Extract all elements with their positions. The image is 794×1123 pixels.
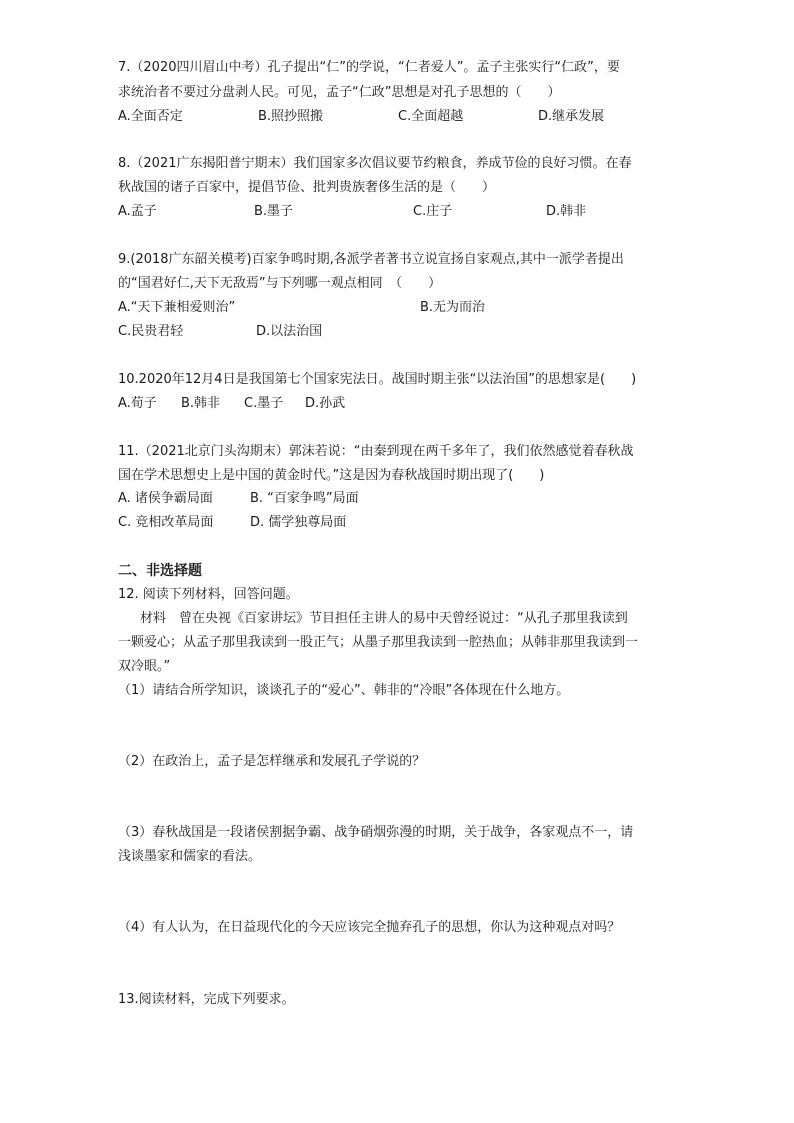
q9-option-c[interactable]: C.民贵君轻 <box>118 324 184 339</box>
q9-option-b[interactable]: B.无为而治 <box>420 300 486 315</box>
q11-option-a[interactable]: A. 诸侯争霸局面 <box>118 491 213 506</box>
q12-subquestion-3-line2: 浅谈墨家和儒家的看法。 <box>118 849 262 864</box>
q8-stem-line1: 8.（2021广东揭阳普宁期末）我们国家多次倡议要节约粮食，养成节俭的良好习惯。在春 <box>118 156 632 171</box>
q12-material-line3: 双冷眼。” <box>118 659 171 674</box>
q7-option-d[interactable]: D.继承发展 <box>538 109 605 124</box>
q12-subquestion-1: （1）请结合所学知识，谈谈孔子的“爱心”、韩非的“冷眼”各体现在什么地方。 <box>118 683 570 698</box>
q10-option-a[interactable]: A.荀子 <box>118 396 157 411</box>
q11-option-b[interactable]: B. “百家争鸣”局面 <box>250 491 359 506</box>
q7-option-b[interactable]: B.照抄照搬 <box>258 109 324 124</box>
q12-material-line1: 材料 曾在央视《百家讲坛》节目担任主讲人的易中天曾经说过：“从孔子那里我读到 <box>140 611 628 626</box>
q11-stem-line1: 11.（2021北京门头沟期末）郭沫若说：“由秦到现在两千多年了，我们依然感觉着春秋战 <box>118 444 634 459</box>
q8-option-b[interactable]: B.墨子 <box>254 204 294 219</box>
q11-option-c[interactable]: C. 竞相改革局面 <box>118 515 214 530</box>
q9-option-a[interactable]: A.“天下兼相爱则治” <box>118 300 236 315</box>
q10-option-b[interactable]: B.韩非 <box>181 396 221 411</box>
q8-option-d[interactable]: D.韩非 <box>546 204 587 219</box>
q12-subquestion-2: （2）在政治上，孟子是怎样继承和发展孔子学说的？ <box>118 754 426 769</box>
q9-option-d[interactable]: D.以法治国 <box>256 324 323 339</box>
q7-stem-line2: 求统治者不要过分盘剥人民。可见，孟子“仁政”思想是对孔子思想的（ ） <box>118 85 561 100</box>
q10-stem-line1: 10.2020年12月4日是我国第七个国家宪法日。战国时期主张“以法治国”的思想家是( ) <box>118 372 637 387</box>
q12-material-line2: 一颗爱心；从孟子那里我读到一股正气；从墨子那里我读到一腔热血；从韩非那里我读到一 <box>118 635 639 650</box>
q7-stem-line1: 7.（2020四川眉山中考）孔子提出“仁”的学说，“仁者爱人”。孟子主张实行“仁政”，要 <box>118 60 620 75</box>
q9-stem-line1: 9.(2018广东韶关模考)百家争鸣时期,各派学者著书立说宣扬自家观点,其中一派学者提出 <box>118 252 624 267</box>
q7-option-a[interactable]: A.全面否定 <box>118 109 183 124</box>
q12-subquestion-3-line1: （3）春秋战国是一段诸侯割据争霸、战争硝烟弥漫的时期，关于战争，各家观点不一，请 <box>118 825 634 840</box>
q11-stem-line2: 国在学术思想史上是中国的黄金时代。”这是因为春秋战国时期出现了( ) <box>118 468 545 483</box>
q8-option-a[interactable]: A.孟子 <box>118 204 157 219</box>
q13-intro: 13.阅读材料，完成下列要求。 <box>118 992 295 1007</box>
q12-subquestion-4: （4）有人认为，在日益现代化的今天应该完全抛弃孔子的思想，你认为这种观点对吗？ <box>118 920 621 935</box>
q9-stem-line2: 的“国君好仁,天下无敌焉”与下列哪一观点相同 （ ） <box>118 276 442 291</box>
q7-option-c[interactable]: C.全面超越 <box>398 109 464 124</box>
q11-option-d[interactable]: D. 儒学独尊局面 <box>250 515 347 530</box>
q8-option-c[interactable]: C.庄子 <box>413 204 453 219</box>
section-title: 二、非选择题 <box>118 563 202 579</box>
q12-intro: 12. 阅读下列材料，回答问题。 <box>118 587 299 602</box>
q10-option-c[interactable]: C.墨子 <box>244 396 284 411</box>
q8-stem-line2: 秋战国的诸子百家中，提倡节俭、批判贵族奢侈生活的是（ ） <box>118 180 496 195</box>
q10-option-d[interactable]: D.孙武 <box>305 396 346 411</box>
